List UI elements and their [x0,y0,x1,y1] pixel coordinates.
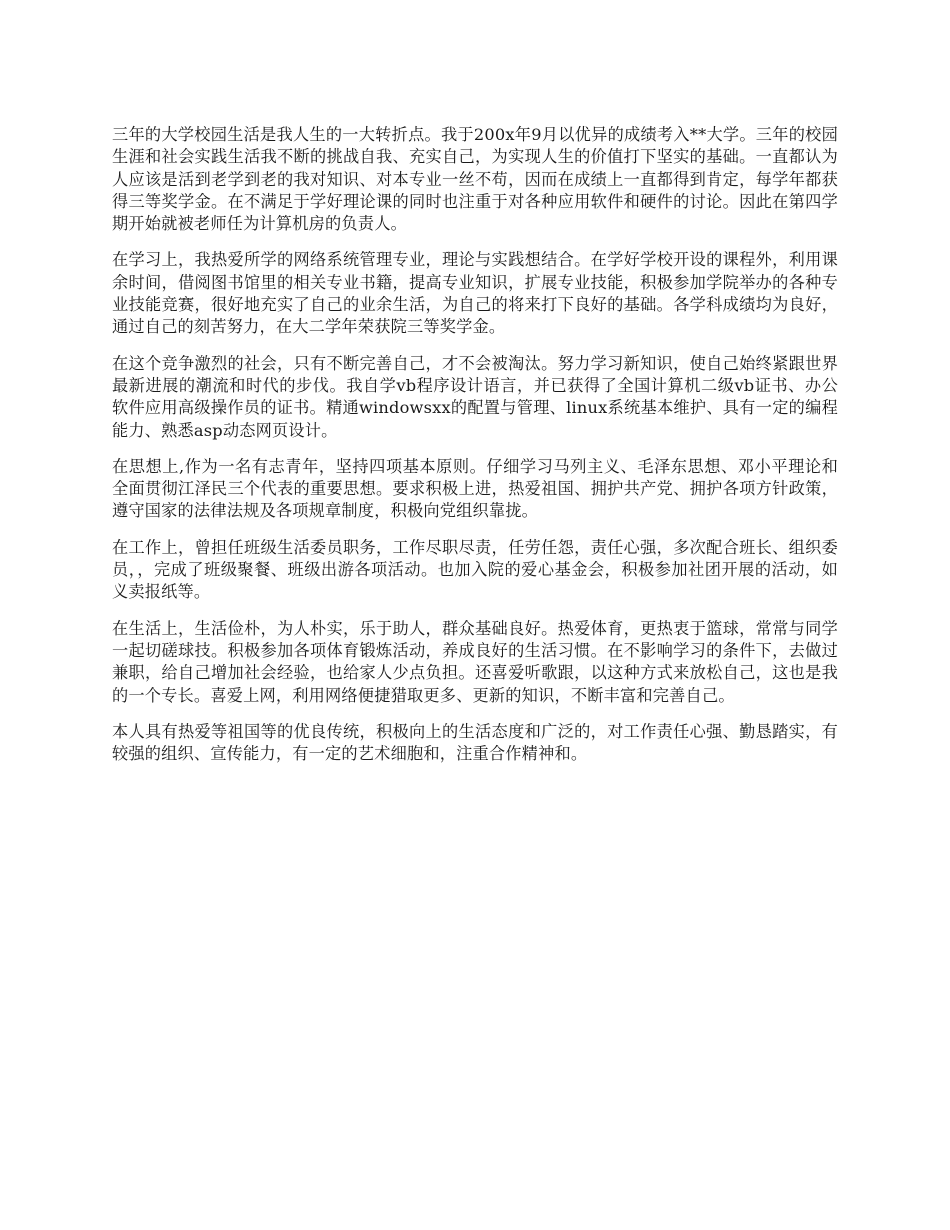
paragraph-life: 在生活上，生活俭朴，为人朴实，乐于助人，群众基础良好。热爱体育，更热衷于篮球，常常与同学一起切磋球技。积极参加各项体育锻炼活动，养成良好的生活习惯。在不影响学习的条件下，去做过兼职，给自己增加社会经验，也给家人少点负担。还喜爱听歌跟，以这种方式来放松自己，这也是我的一个专长。喜爱上网，利用网络便捷猎取更多、更新的知识，不断丰富和完善自己。 [112,618,838,705]
paragraph-study: 在学习上，我热爱所学的网络系统管理专业，理论与实践想结合。在学好学校开设的课程外，利用课余时间，借阅图书馆里的相关专业书籍，提高专业知识，扩展专业技能，积极参加学院举办的各种专业技能竞赛，很好地充实了自己的业余生活，为自己的将来打下良好的基础。各学科成绩均为良好，通过自己的刻苦努力，在大二学年荣获院三等奖学金。 [112,250,838,337]
paragraph-summary: 本人具有热爱等祖国等的优良传统，积极向上的生活态度和广泛的，对工作责任心强、勤恳踏实，有较强的组织、宣传能力，有一定的艺术细胞和，注重合作精神和。 [112,721,838,764]
paragraph-ideology: 在思想上,作为一名有志青年，坚持四项基本原则。仔细学习马列主义、毛泽东思想、邓小平理论和全面贯彻江泽民三个代表的重要思想。要求积极上进，热爱祖国、拥护共产党、拥护各项方针政策，遵守国家的法律法规及各项规章制度，积极向党组织靠拢。 [112,456,838,521]
document-body [112,124,838,765]
paragraph-skills: 在这个竞争激烈的社会，只有不断完善自己，才不会被淘汰。努力学习新知识，使自己始终紧跟世界最新进展的潮流和时代的步伐。我自学vb程序设计语言，并已获得了全国计算机二级vb证书、办公软件应用高级操作员的证书。精通windowsxx的配置与管理、linux系统基本维护、具有一定的编程能力、熟悉asp动态网页设计。 [112,353,838,440]
paragraph-intro: 三年的大学校园生活是我人生的一大转折点。我于200x年9月以优异的成绩考入**大学。三年的校园生涯和社会实践生活我不断的挑战自我、充实自己，为实现人生的价值打下坚实的基础。一直都认为人应该是活到老学到老的我对知识、对本专业一丝不苟，因而在成绩上一直都得到肯定，每学年都获得三等奖学金。在不满足于学好理论课的同时也注重于对各种应用软件和硬件的讨论。因此在第四学期开始就被老师任为计算机房的负责人。 [112,125,838,234]
paragraph-work: 在工作上，曾担任班级生活委员职务，工作尽职尽责，任劳任怨，责任心强，多次配合班长、组织委员，，完成了班级聚餐、班级出游各项活动。也加入院的爱心基金会，积极参加社团开展的活动，如义卖报纸等。 [112,537,838,602]
